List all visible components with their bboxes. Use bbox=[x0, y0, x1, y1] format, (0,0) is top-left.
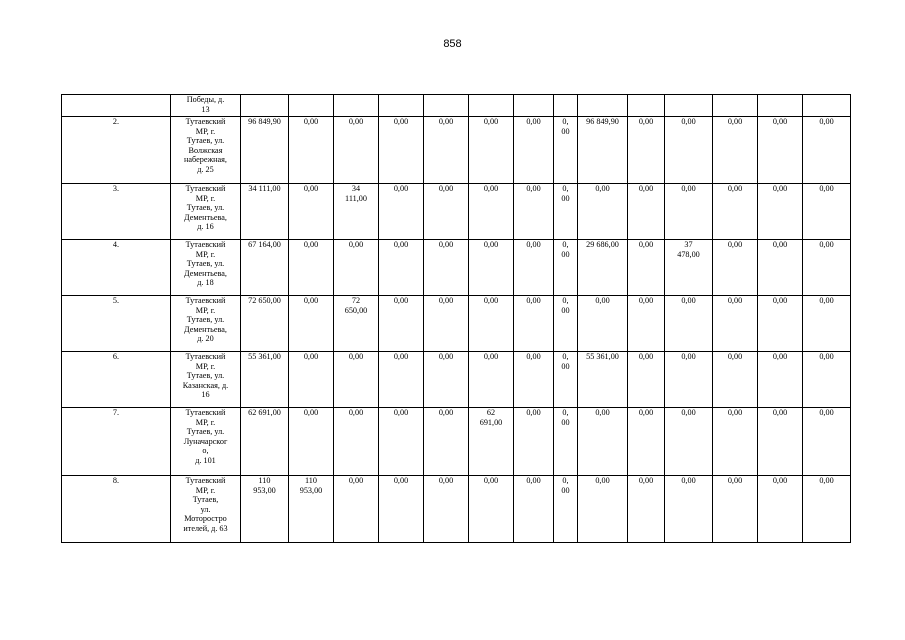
amount-cell bbox=[665, 296, 713, 352]
amount-cell bbox=[578, 240, 628, 296]
amount-cell bbox=[758, 117, 803, 184]
cell-text: 0,00 bbox=[638, 184, 654, 193]
cell-text: 0,00 bbox=[819, 240, 834, 249]
amount-cell bbox=[379, 296, 424, 352]
amount-cell bbox=[628, 476, 665, 543]
cell-text: 0,00 bbox=[727, 240, 743, 249]
cell-text: 0,00 bbox=[526, 296, 541, 305]
address-cell bbox=[171, 296, 241, 352]
cell-text: Тутаевский МР, г. Тутаев, ул. Волжская набережная, д. 25 bbox=[184, 117, 227, 174]
amount-cell bbox=[241, 117, 289, 184]
amount-cell bbox=[289, 117, 334, 184]
cell-text: 5. bbox=[112, 296, 120, 305]
amount-cell bbox=[241, 352, 289, 408]
cell-text: 0,00 bbox=[772, 184, 788, 193]
amount-cell bbox=[334, 240, 379, 296]
amount-cell bbox=[758, 408, 803, 476]
cell-text: 55 361,00 bbox=[586, 352, 619, 361]
cell-text: 0,00 bbox=[483, 476, 499, 485]
amount-cell bbox=[554, 117, 578, 184]
cell-text: 29 686,00 bbox=[586, 240, 619, 249]
cell-text: 0,00 bbox=[681, 408, 696, 417]
amount-cell bbox=[514, 184, 554, 240]
cell-text: 0,00 bbox=[638, 476, 654, 485]
table-row bbox=[62, 240, 851, 296]
amount-cell bbox=[469, 352, 514, 408]
amount-cell bbox=[289, 184, 334, 240]
cell-text: 0,00 bbox=[638, 117, 654, 126]
cell-text: 0,00 bbox=[303, 184, 319, 193]
cell-text: 0,00 bbox=[727, 352, 743, 361]
cell-text: Победы, д. 13 bbox=[186, 95, 225, 114]
cell-text: 0,00 bbox=[483, 352, 499, 361]
amount-cell bbox=[379, 476, 424, 543]
amount-cell bbox=[665, 117, 713, 184]
amount-cell bbox=[334, 184, 379, 240]
cell-text: 110 953,00 bbox=[299, 476, 323, 495]
amount-cell bbox=[379, 408, 424, 476]
cell-text: 0, 00 bbox=[561, 240, 570, 259]
amount-cell bbox=[758, 95, 803, 117]
cell-text: 0,00 bbox=[348, 476, 364, 485]
cell-text: 0,00 bbox=[772, 408, 788, 417]
table-row bbox=[62, 408, 851, 476]
amount-cell bbox=[334, 476, 379, 543]
cell-text: 0,00 bbox=[438, 408, 454, 417]
amount-cell bbox=[469, 240, 514, 296]
row-number-cell bbox=[62, 117, 171, 184]
table-row bbox=[62, 296, 851, 352]
cell-text: 0,00 bbox=[772, 117, 788, 126]
cell-text: 0,00 bbox=[303, 352, 319, 361]
cell-text: 0,00 bbox=[727, 408, 743, 417]
amount-cell bbox=[578, 117, 628, 184]
row-number-cell bbox=[62, 408, 171, 476]
amount-cell bbox=[803, 95, 851, 117]
table-row bbox=[62, 184, 851, 240]
amount-cell bbox=[554, 296, 578, 352]
amount-cell bbox=[241, 476, 289, 543]
amount-cell bbox=[803, 352, 851, 408]
amount-cell bbox=[334, 352, 379, 408]
cell-text: 0,00 bbox=[438, 240, 454, 249]
cell-text: 0,00 bbox=[595, 296, 610, 305]
amount-cell bbox=[379, 184, 424, 240]
amount-cell bbox=[334, 95, 379, 117]
cell-text: 0,00 bbox=[638, 408, 654, 417]
cell-text: 0,00 bbox=[638, 240, 654, 249]
cell-text: 0,00 bbox=[483, 296, 499, 305]
cell-text: 0,00 bbox=[438, 117, 454, 126]
row-number-cell bbox=[62, 476, 171, 543]
cell-text: 62 691,00 bbox=[248, 408, 281, 417]
cell-text: 0,00 bbox=[638, 296, 654, 305]
amount-cell bbox=[628, 408, 665, 476]
budget-table bbox=[61, 94, 851, 543]
address-cell bbox=[171, 95, 241, 117]
cell-text: 0,00 bbox=[438, 352, 454, 361]
cell-text: 0,00 bbox=[348, 117, 364, 126]
cell-text: 0,00 bbox=[393, 476, 409, 485]
amount-cell bbox=[289, 240, 334, 296]
cell-text: 67 164,00 bbox=[248, 240, 281, 249]
amount-cell bbox=[241, 296, 289, 352]
amount-cell bbox=[803, 476, 851, 543]
address-cell bbox=[171, 408, 241, 476]
amount-cell bbox=[514, 352, 554, 408]
address-cell bbox=[171, 352, 241, 408]
cell-text: Тутаевский МР, г. Тутаев, ул. Дементьева, д. 18 bbox=[184, 240, 227, 288]
amount-cell bbox=[628, 352, 665, 408]
amount-cell bbox=[578, 184, 628, 240]
cell-text: 6. bbox=[112, 352, 120, 361]
cell-text: 0, 00 bbox=[561, 296, 570, 315]
amount-cell bbox=[514, 408, 554, 476]
cell-text: 0,00 bbox=[595, 184, 610, 193]
amount-cell bbox=[628, 296, 665, 352]
amount-cell bbox=[379, 117, 424, 184]
cell-text: 0, 00 bbox=[561, 408, 570, 427]
cell-text: 0,00 bbox=[303, 408, 319, 417]
cell-text: 3. bbox=[112, 184, 120, 193]
cell-text: 0,00 bbox=[303, 296, 319, 305]
amount-cell bbox=[289, 476, 334, 543]
cell-text: 0,00 bbox=[595, 408, 610, 417]
amount-cell bbox=[578, 408, 628, 476]
cell-text: 0,00 bbox=[727, 476, 743, 485]
address-cell bbox=[171, 184, 241, 240]
cell-text: 2. bbox=[112, 117, 120, 126]
cell-text: 0,00 bbox=[595, 476, 610, 485]
cell-text: 0,00 bbox=[393, 184, 409, 193]
cell-text: 0,00 bbox=[393, 296, 409, 305]
amount-cell bbox=[713, 352, 758, 408]
cell-text: 8. bbox=[112, 476, 120, 485]
cell-text: Тутаевский МР, г. Тутаев, ул. Казанская, д. 16 bbox=[182, 352, 229, 400]
amount-cell bbox=[469, 476, 514, 543]
row-number-cell bbox=[62, 240, 171, 296]
table-row bbox=[62, 117, 851, 184]
cell-text: 0,00 bbox=[819, 408, 834, 417]
amount-cell bbox=[289, 296, 334, 352]
cell-text: 0,00 bbox=[526, 184, 541, 193]
cell-text: 0,00 bbox=[393, 117, 409, 126]
cell-text: 55 361,00 bbox=[248, 352, 281, 361]
amount-cell bbox=[713, 240, 758, 296]
cell-text: 0,00 bbox=[819, 184, 834, 193]
amount-cell bbox=[379, 240, 424, 296]
amount-cell bbox=[665, 240, 713, 296]
cell-text: 34 111,00 bbox=[248, 184, 281, 193]
amount-cell bbox=[469, 184, 514, 240]
amount-cell bbox=[289, 352, 334, 408]
cell-text: 0,00 bbox=[393, 408, 409, 417]
table-row bbox=[62, 352, 851, 408]
cell-text: 0, 00 bbox=[561, 184, 570, 203]
amount-cell bbox=[379, 95, 424, 117]
amount-cell bbox=[424, 408, 469, 476]
amount-cell bbox=[554, 95, 578, 117]
amount-cell bbox=[241, 408, 289, 476]
cell-text: 0,00 bbox=[348, 352, 364, 361]
amount-cell bbox=[469, 95, 514, 117]
cell-text: 0,00 bbox=[393, 240, 409, 249]
amount-cell bbox=[713, 184, 758, 240]
amount-cell bbox=[803, 296, 851, 352]
cell-text: 110 953,00 bbox=[253, 476, 276, 495]
address-cell bbox=[171, 240, 241, 296]
cell-text: 0,00 bbox=[772, 296, 788, 305]
amount-cell bbox=[379, 352, 424, 408]
amount-cell bbox=[628, 240, 665, 296]
amount-cell bbox=[578, 352, 628, 408]
cell-text: 0,00 bbox=[772, 476, 788, 485]
amount-cell bbox=[803, 240, 851, 296]
amount-cell bbox=[628, 95, 665, 117]
amount-cell bbox=[578, 476, 628, 543]
amount-cell bbox=[554, 240, 578, 296]
cell-text: 34 111,00 bbox=[345, 184, 367, 203]
cell-text: 0,00 bbox=[681, 352, 696, 361]
amount-cell bbox=[554, 352, 578, 408]
cell-text: 0,00 bbox=[681, 296, 696, 305]
amount-cell bbox=[424, 476, 469, 543]
amount-cell bbox=[713, 95, 758, 117]
amount-cell bbox=[713, 117, 758, 184]
amount-cell bbox=[758, 184, 803, 240]
amount-cell bbox=[241, 240, 289, 296]
amount-cell bbox=[514, 240, 554, 296]
row-number-cell bbox=[62, 352, 171, 408]
cell-text: 0,00 bbox=[819, 117, 834, 126]
cell-text: 0, 00 bbox=[561, 117, 570, 136]
cell-text: 72 650,00 bbox=[248, 296, 281, 305]
row-number-cell bbox=[62, 95, 171, 117]
amount-cell bbox=[554, 476, 578, 543]
cell-text: 96 849,90 bbox=[248, 117, 281, 126]
cell-text: Тутаевский МР, г. Тутаев, ул. Луначарског о, д. 101 bbox=[183, 408, 228, 465]
cell-text: 0,00 bbox=[393, 352, 409, 361]
cell-text: 0,00 bbox=[681, 117, 696, 126]
amount-cell bbox=[554, 184, 578, 240]
cell-text: 4. bbox=[112, 240, 120, 249]
cell-text: 0,00 bbox=[819, 296, 834, 305]
cell-text: Тутаевский МР, г. Тутаев, ул. Дементьева, д. 20 bbox=[184, 296, 227, 344]
amount-cell bbox=[424, 296, 469, 352]
cell-text: 0,00 bbox=[483, 184, 499, 193]
amount-cell bbox=[665, 408, 713, 476]
amount-cell bbox=[424, 240, 469, 296]
cell-text: 0,00 bbox=[438, 296, 454, 305]
amount-cell bbox=[469, 408, 514, 476]
table-row bbox=[62, 476, 851, 543]
cell-text: 37 478,00 bbox=[677, 240, 700, 259]
cell-text: 0,00 bbox=[727, 117, 743, 126]
amount-cell bbox=[289, 408, 334, 476]
cell-text: 72 650,00 bbox=[344, 296, 368, 315]
amount-cell bbox=[514, 296, 554, 352]
amount-cell bbox=[241, 95, 289, 117]
cell-text: 7. bbox=[112, 408, 120, 417]
address-cell bbox=[171, 117, 241, 184]
cell-text: 0,00 bbox=[438, 476, 454, 485]
cell-text: 0,00 bbox=[348, 240, 364, 249]
row-number-cell bbox=[62, 184, 171, 240]
amount-cell bbox=[713, 408, 758, 476]
amount-cell bbox=[665, 352, 713, 408]
amount-cell bbox=[758, 296, 803, 352]
amount-cell bbox=[289, 95, 334, 117]
amount-cell bbox=[803, 184, 851, 240]
amount-cell bbox=[628, 117, 665, 184]
amount-cell bbox=[469, 117, 514, 184]
cell-text: 0,00 bbox=[681, 476, 696, 485]
amount-cell bbox=[803, 117, 851, 184]
amount-cell bbox=[514, 476, 554, 543]
cell-text: 0,00 bbox=[483, 240, 499, 249]
amount-cell bbox=[469, 296, 514, 352]
amount-cell bbox=[713, 476, 758, 543]
row-number-cell bbox=[62, 296, 171, 352]
cell-text: 0,00 bbox=[819, 476, 834, 485]
amount-cell bbox=[334, 408, 379, 476]
amount-cell bbox=[241, 184, 289, 240]
amount-cell bbox=[514, 117, 554, 184]
cell-text: 0,00 bbox=[526, 352, 541, 361]
amount-cell bbox=[758, 352, 803, 408]
amount-cell bbox=[665, 184, 713, 240]
amount-cell bbox=[334, 296, 379, 352]
cell-text: 96 849,90 bbox=[586, 117, 619, 126]
cell-text: 0,00 bbox=[526, 476, 541, 485]
cell-text: 0,00 bbox=[772, 352, 788, 361]
page-number: 858 bbox=[443, 38, 462, 50]
cell-text: 0,00 bbox=[819, 352, 834, 361]
amount-cell bbox=[758, 476, 803, 543]
cell-text: 0,00 bbox=[638, 352, 654, 361]
cell-text: 0, 00 bbox=[561, 352, 570, 371]
amount-cell bbox=[578, 296, 628, 352]
amount-cell bbox=[334, 117, 379, 184]
amount-cell bbox=[424, 352, 469, 408]
amount-cell bbox=[628, 184, 665, 240]
cell-text: 0,00 bbox=[681, 184, 696, 193]
cell-text: Тутаевский МР, г. Тутаев, ул. Моторостро ителей, д. 63 bbox=[183, 476, 228, 533]
amount-cell bbox=[713, 296, 758, 352]
amount-cell bbox=[424, 95, 469, 117]
amount-cell bbox=[578, 95, 628, 117]
amount-cell bbox=[665, 476, 713, 543]
cell-text: Тутаевский МР, г. Тутаев, ул. Дементьева, д. 16 bbox=[184, 184, 227, 232]
amount-cell bbox=[554, 408, 578, 476]
table-row bbox=[62, 95, 851, 117]
address-cell bbox=[171, 476, 241, 543]
amount-cell bbox=[514, 95, 554, 117]
amount-cell bbox=[665, 95, 713, 117]
cell-text: 0,00 bbox=[438, 184, 454, 193]
amount-cell bbox=[424, 117, 469, 184]
cell-text: 0, 00 bbox=[561, 476, 570, 495]
amount-cell bbox=[424, 184, 469, 240]
cell-text: 0,00 bbox=[483, 117, 499, 126]
cell-text: 0,00 bbox=[526, 408, 541, 417]
cell-text: 0,00 bbox=[727, 184, 743, 193]
amount-cell bbox=[758, 240, 803, 296]
table-body bbox=[62, 95, 851, 543]
cell-text: 0,00 bbox=[348, 408, 364, 417]
cell-text: 0,00 bbox=[772, 240, 788, 249]
cell-text: 0,00 bbox=[526, 240, 541, 249]
cell-text: 0,00 bbox=[303, 240, 319, 249]
cell-text: 0,00 bbox=[303, 117, 319, 126]
cell-text: 0,00 bbox=[727, 296, 743, 305]
cell-text: 0,00 bbox=[526, 117, 541, 126]
cell-text: 62 691,00 bbox=[479, 408, 503, 427]
amount-cell bbox=[803, 408, 851, 476]
